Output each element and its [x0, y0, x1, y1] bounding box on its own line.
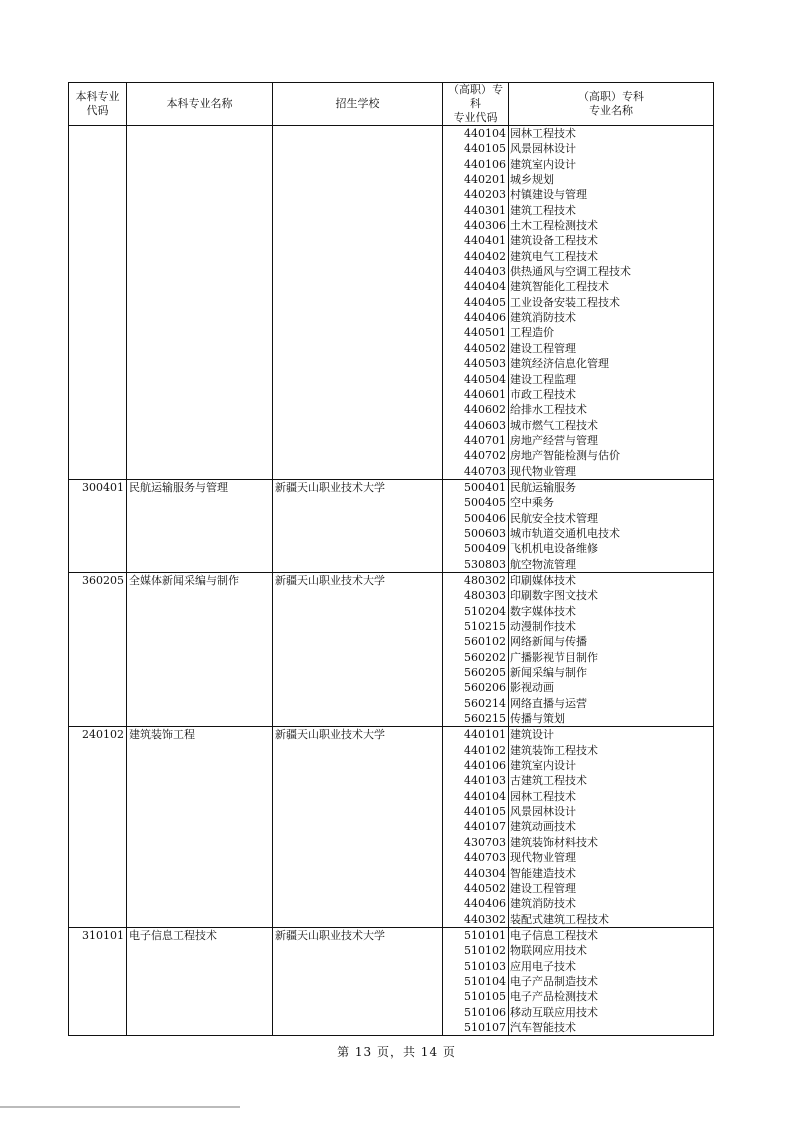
- vocational-code: 510106: [464, 1005, 506, 1019]
- vocational-name: 传播与策划: [510, 712, 565, 726]
- vocational-code-cell: [443, 572, 509, 726]
- vocational-name: 风景园林设计: [510, 805, 576, 819]
- undergrad-name-cell: 民航运输服务与管理: [127, 479, 273, 572]
- undergrad-name-cell: [127, 126, 273, 480]
- vocational-name: 建筑装饰材料技术: [510, 835, 598, 849]
- table-row: [69, 727, 714, 927]
- vocational-code: 500401: [464, 480, 506, 494]
- vocational-name: 建筑工程技术: [510, 203, 576, 217]
- undergrad-code-cell: [69, 126, 127, 480]
- vocational-code: 440102: [464, 743, 506, 757]
- vocational-name: 建设工程管理: [510, 341, 576, 355]
- vocational-code: 480302: [464, 573, 506, 587]
- vocational-name: 电子产品制造技术: [510, 974, 598, 988]
- undergrad-name-cell: 建筑装饰工程: [127, 727, 273, 927]
- vocational-code: 480303: [464, 589, 506, 603]
- vocational-name: 广播影视节目制作: [510, 650, 598, 664]
- vocational-code: 440301: [464, 203, 506, 217]
- header-vocational-code-line2: 专业代码: [453, 111, 498, 124]
- vocational-code: 510101: [464, 928, 506, 942]
- undergrad-name-cell: 全媒体新闻采编与制作: [127, 572, 273, 726]
- vocational-name: 村镇建设与管理: [510, 188, 587, 202]
- vocational-code: 440701: [464, 433, 506, 447]
- header-vocational-name-line2: 专业名称: [589, 104, 633, 117]
- table-row: [69, 126, 714, 480]
- vocational-code: 500603: [464, 526, 506, 540]
- header-undergrad-code-line2: 代码: [86, 104, 109, 117]
- vocational-code: 440401: [464, 234, 506, 248]
- vocational-name: 古建筑工程技术: [510, 774, 587, 788]
- vocational-name: 网络新闻与传播: [510, 635, 587, 649]
- vocational-name: 房地产智能检测与估价: [510, 449, 620, 463]
- vocational-code: 440703: [464, 464, 506, 478]
- vocational-code: 560206: [464, 681, 506, 695]
- vocational-code: 510102: [464, 944, 506, 958]
- vocational-code-cell: [443, 126, 509, 480]
- vocational-name: 应用电子技术: [510, 959, 576, 973]
- vocational-name: 建筑室内设计: [510, 759, 576, 773]
- vocational-name: 城乡规划: [510, 173, 554, 187]
- vocational-name: 物联网应用技术: [510, 944, 587, 958]
- school-cell: 新疆天山职业技术大学: [273, 479, 443, 572]
- vocational-name: 飞机机电设备维修: [510, 542, 598, 556]
- vocational-code: 440403: [464, 265, 506, 279]
- vocational-code: 440602: [464, 403, 506, 417]
- header-undergrad-code-line1: 本科专业: [75, 90, 120, 103]
- vocational-name: 建筑消防技术: [510, 311, 576, 325]
- vocational-code: 440503: [464, 357, 506, 371]
- vocational-name: 数字媒体技术: [510, 604, 576, 618]
- vocational-name: 市政工程技术: [510, 387, 576, 401]
- vocational-name: 建设工程监理: [510, 372, 576, 386]
- undergrad-name-cell: 电子信息工程技术: [127, 927, 273, 1035]
- vocational-name-cell: [509, 479, 714, 572]
- vocational-code: 500406: [464, 511, 506, 525]
- table-body: [69, 126, 714, 1036]
- vocational-name: 工程造价: [510, 326, 554, 340]
- vocational-code: 510105: [464, 990, 506, 1004]
- vocational-name: 园林工程技术: [510, 789, 576, 803]
- vocational-code: 440306: [464, 219, 506, 233]
- vocational-name: 建筑设计: [510, 728, 554, 742]
- vocational-name: 城市轨道交通机电技术: [510, 526, 620, 540]
- vocational-code: 440103: [464, 774, 506, 788]
- vocational-name: 电子信息工程技术: [510, 928, 598, 942]
- vocational-code: 560102: [464, 635, 506, 649]
- vocational-code: 440201: [464, 173, 506, 187]
- vocational-name: 土木工程检测技术: [510, 219, 598, 233]
- header-vocational-code: [443, 83, 509, 126]
- vocational-code: 510103: [464, 959, 506, 973]
- vocational-code: 440603: [464, 418, 506, 432]
- page-footer: 第 13 页，共 14 页: [337, 1045, 456, 1059]
- vocational-name: 工业设备安装工程技术: [510, 295, 620, 309]
- vocational-code: 440402: [464, 249, 506, 263]
- vocational-name: 城市燃气工程技术: [510, 418, 598, 432]
- vocational-code: 440504: [464, 372, 506, 386]
- school-cell: [273, 126, 443, 480]
- program-table: [68, 82, 714, 1036]
- vocational-code: 510204: [464, 604, 506, 618]
- vocational-name: 给排水工程技术: [510, 403, 587, 417]
- table-row: [69, 572, 714, 726]
- header-undergrad-name: 本科专业名称: [127, 83, 273, 126]
- vocational-code: 440406: [464, 311, 506, 325]
- vocational-code: 560202: [464, 650, 506, 664]
- vocational-name: 动漫制作技术: [510, 620, 576, 633]
- vocational-code: 510215: [464, 620, 506, 633]
- scan-edge-line: [0, 1106, 240, 1108]
- header-vocational-name-line1: （高职）专科: [578, 90, 644, 103]
- vocational-code: 440105: [464, 805, 506, 819]
- table-row: [69, 927, 714, 1035]
- vocational-code: 440501: [464, 326, 506, 340]
- vocational-code: 510107: [464, 1020, 506, 1034]
- vocational-code: 440107: [464, 820, 506, 834]
- vocational-name: 建筑动画技术: [510, 820, 576, 834]
- table-row: [69, 479, 714, 572]
- vocational-name: 智能建造技术: [510, 866, 576, 880]
- vocational-name: 建筑电气工程技术: [510, 249, 598, 263]
- vocational-code: 440105: [464, 142, 506, 156]
- vocational-name: 民航运输服务: [510, 480, 576, 494]
- vocational-name: 供热通风与空调工程技术: [510, 265, 631, 279]
- vocational-code: 440502: [464, 341, 506, 355]
- vocational-name: 风景园林设计: [510, 142, 576, 156]
- header-vocational-name: [509, 83, 714, 126]
- vocational-code: 440106: [464, 759, 506, 773]
- vocational-name-cell: [509, 572, 714, 726]
- vocational-code: 430703: [464, 835, 506, 849]
- undergrad-code-cell: 310101: [69, 927, 127, 1035]
- vocational-name: 建设工程管理: [510, 881, 576, 895]
- table-header-row: [69, 83, 714, 126]
- vocational-code: 440104: [464, 127, 506, 140]
- vocational-name: 影视动画: [510, 681, 554, 695]
- vocational-name: 印刷媒体技术: [510, 573, 576, 587]
- vocational-name: 建筑智能化工程技术: [510, 280, 609, 294]
- vocational-name: 新闻采编与制作: [510, 666, 587, 680]
- vocational-code: 440101: [464, 728, 506, 742]
- vocational-name-cell: [509, 727, 714, 927]
- vocational-name: 建筑室内设计: [510, 157, 576, 171]
- vocational-code: 510104: [464, 974, 506, 988]
- vocational-code: 440405: [464, 295, 506, 309]
- vocational-name: 民航安全技术管理: [510, 511, 598, 525]
- vocational-name-cell: [509, 126, 714, 480]
- vocational-code: 440703: [464, 851, 506, 865]
- vocational-name: 装配式建筑工程技术: [510, 912, 609, 926]
- vocational-code: 560205: [464, 666, 506, 680]
- header-undergrad-code: [69, 83, 127, 126]
- vocational-code-cell: [443, 479, 509, 572]
- vocational-code: 440601: [464, 387, 506, 401]
- vocational-name: 移动互联应用技术: [510, 1005, 598, 1019]
- vocational-code: 440406: [464, 897, 506, 911]
- vocational-name: 空中乘务: [510, 496, 554, 510]
- vocational-name: 电子产品检测技术: [510, 990, 598, 1004]
- vocational-name: 建筑装饰工程技术: [510, 743, 598, 757]
- vocational-name: 印刷数字图文技术: [510, 589, 598, 603]
- vocational-name: 汽车智能技术: [510, 1020, 576, 1034]
- vocational-name: 现代物业管理: [510, 464, 576, 478]
- vocational-code: 440702: [464, 449, 506, 463]
- vocational-code: 440106: [464, 157, 506, 171]
- vocational-code: 440304: [464, 866, 506, 880]
- vocational-code: 440302: [464, 912, 506, 926]
- vocational-code: 440404: [464, 280, 506, 294]
- undergrad-code-cell: 300401: [69, 479, 127, 572]
- vocational-code: 560215: [464, 712, 506, 726]
- vocational-code-cell: [443, 727, 509, 927]
- vocational-name: 网络直播与运营: [510, 696, 587, 710]
- vocational-code-cell: [443, 927, 509, 1035]
- undergrad-code-cell: 240102: [69, 727, 127, 927]
- vocational-code: 440502: [464, 881, 506, 895]
- vocational-code: 440203: [464, 188, 506, 202]
- vocational-code: 560214: [464, 696, 506, 710]
- header-school: 招生学校: [273, 83, 443, 126]
- school-cell: 新疆天山职业技术大学: [273, 927, 443, 1035]
- school-cell: 新疆天山职业技术大学: [273, 572, 443, 726]
- vocational-name: 航空物流管理: [510, 557, 576, 571]
- vocational-name: 建筑设备工程技术: [510, 234, 598, 248]
- vocational-name: 园林工程技术: [510, 127, 576, 140]
- vocational-code: 440104: [464, 789, 506, 803]
- undergrad-code-cell: 360205: [69, 572, 127, 726]
- vocational-code: 530803: [464, 557, 506, 571]
- vocational-name: 现代物业管理: [510, 851, 576, 865]
- vocational-code: 500409: [464, 542, 506, 556]
- vocational-name: 建筑经济信息化管理: [510, 357, 609, 371]
- vocational-name: 建筑消防技术: [510, 897, 576, 911]
- header-vocational-code-line1: （高职）专科: [448, 83, 503, 110]
- vocational-name: 房地产经营与管理: [510, 433, 598, 447]
- vocational-name-cell: [509, 927, 714, 1035]
- school-cell: 新疆天山职业技术大学: [273, 727, 443, 927]
- vocational-code: 500405: [464, 496, 506, 510]
